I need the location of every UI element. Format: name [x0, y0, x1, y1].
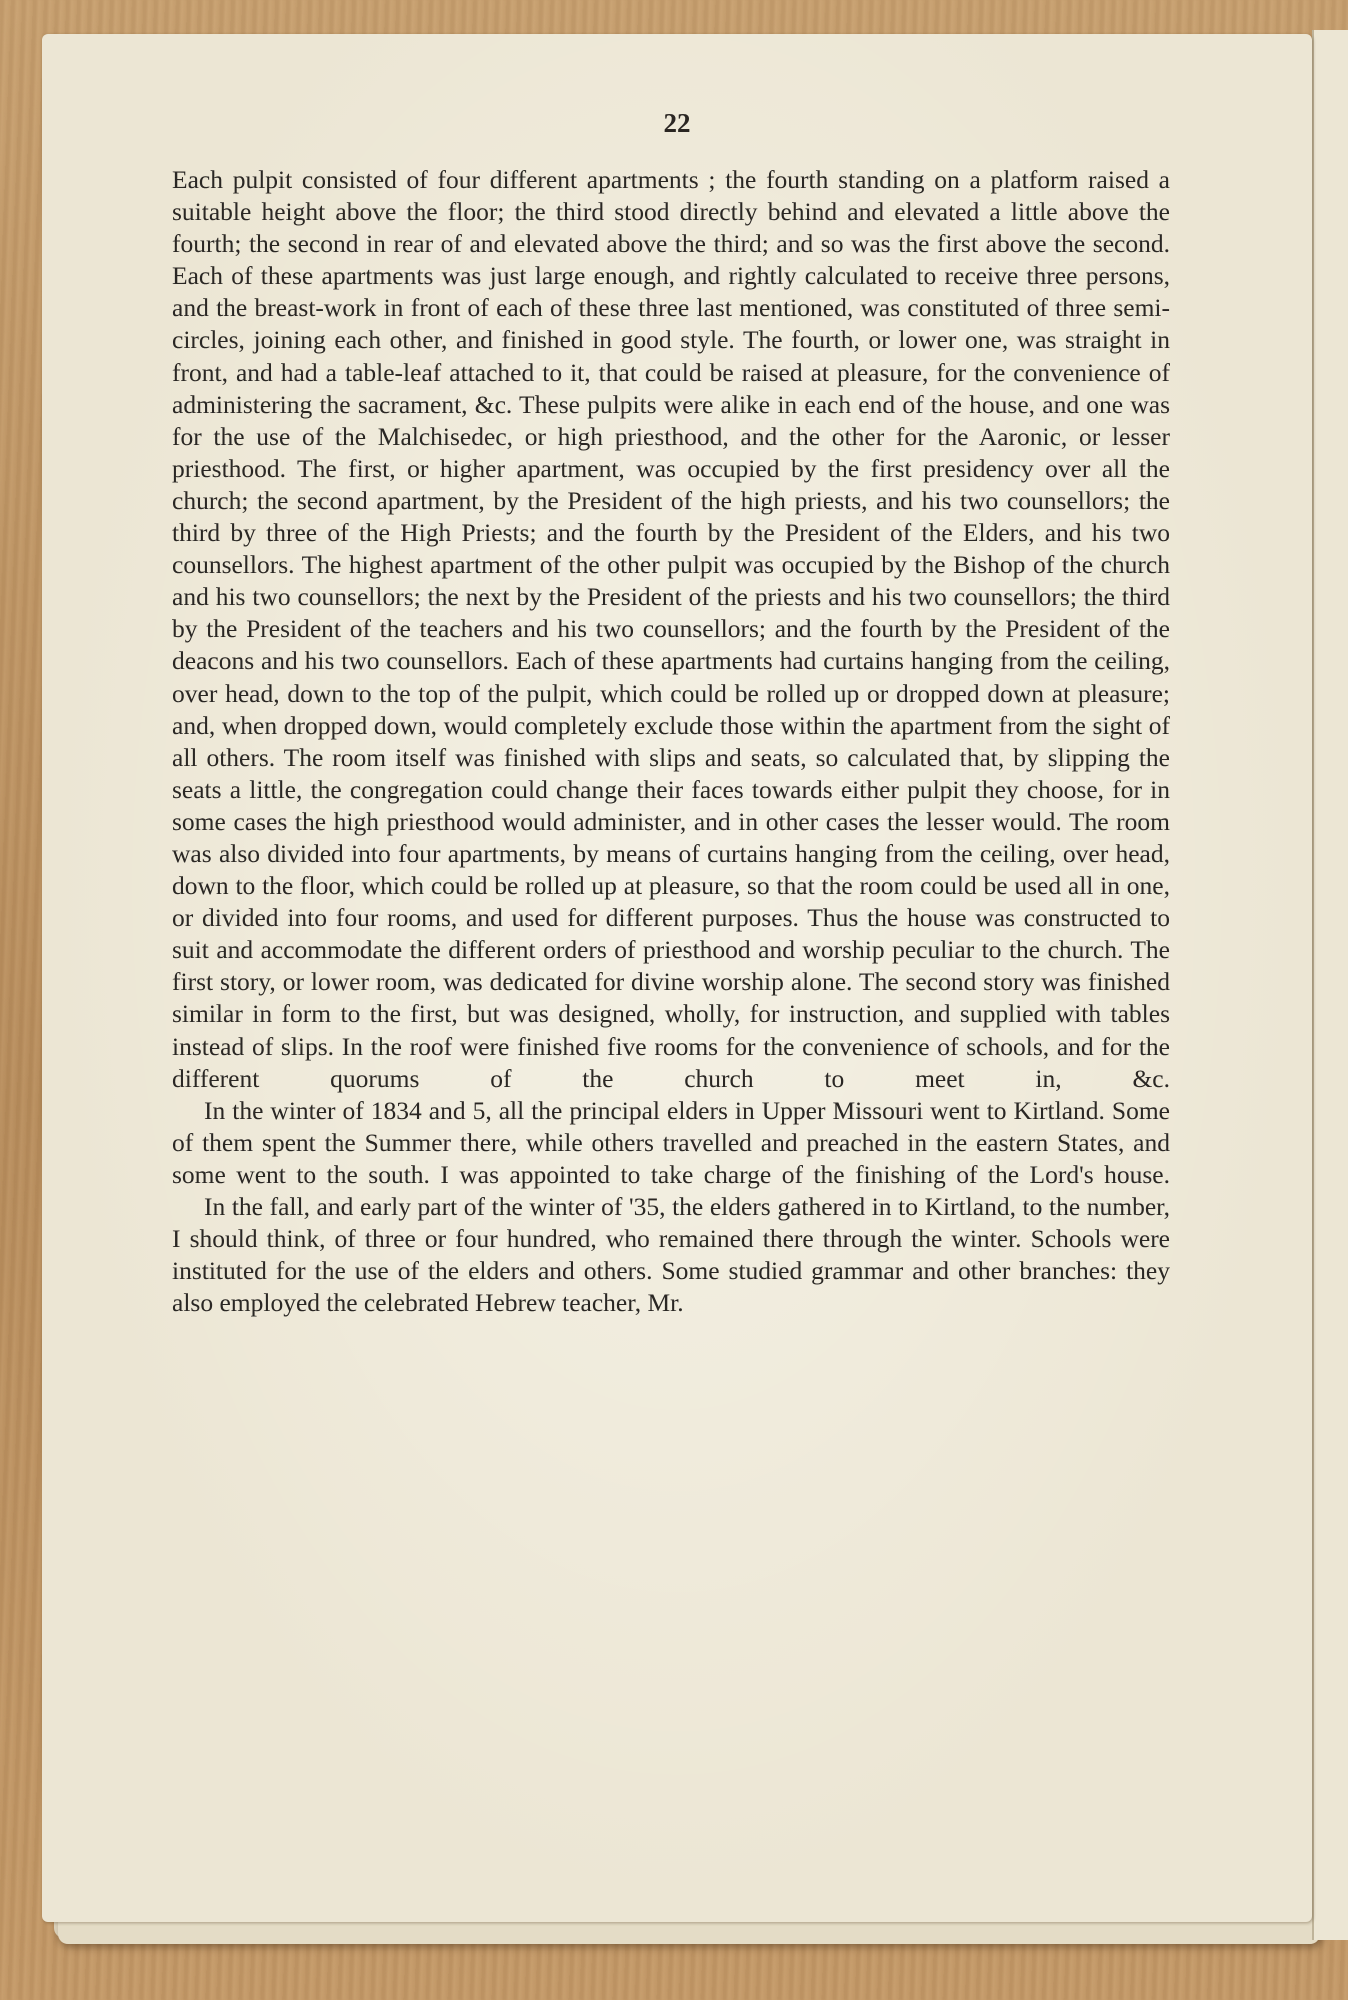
book-page	[42, 34, 1312, 1922]
paragraph-fall-1835: In the fall, and early part of the winter of '35, the elders gathered in to Kirtland, to the number, I should think, of three or four hundred, who remained there through the winter. Schools were instituted for the use of the elders and others. Some studied grammar and other branches: they also employed the celebrated Hebrew teacher, Mr.	[172, 1192, 1170, 1318]
page-number: 22	[663, 108, 691, 138]
paragraph-winter-1834: In the winter of 1834 and 5, all the principal elders in Upper Missouri went to Kirtland. Some of them spent the Summer there, while others travelled and preached in the eastern States, and some went to the south. I was appointed to take charge of the finishing of the Lord's house.	[172, 1095, 1170, 1189]
paragraph-pulpits: Each pulpit consisted of four different apartments ; the fourth standing on a platform raised a suitable height above the floor; the third stood directly behind and elevated a little above the fourth; the second in rear of and elevated above the third; and so was the first above the second. Each of these apartments was just large enough, and rightly calculated to receive three persons, and the breast-work in front of each of these three last mentioned, was constituted of three semi-circles, joining each other, and finished in good style. The fourth, or lower one, was straight in front, and had a table-leaf attached to it, that could be raised at pleasure, for the convenience of administering the sacrament, &c. These pulpits were alike in each end of the house, and one was for the use of the Malchisedec, or high priesthood, and the other for the Aaronic, or lesser priesthood. The first, or higher apartment, was occupied by the first presidency over all the church; the second apartment, by the President of the high priests, and his two counsellors; the third by three of the High Priests; and the fourth by the President of the Elders, and his two counsellors. The highest apartment of the other pulpit was occupied by the Bishop of the church and his two counsellors; the next by the President of the priests and his two counsellors; the third by the President of the teachers and his two counsellors; and the fourth by the President of the deacons and his two counsellors. Each of these apartments had curtains hanging from the ceiling, over head, down to the top of the pulpit, which could be rolled up or dropped down at pleasure; and, when dropped down, would completely exclude those within the apartment from the sight of all others. The room itself was finished with slips and seats, so calculated that, by slipping the seats a little, the congregation could change their faces towards either pulpit they choose, for in some cases the high priesthood would administer, and in other cases the lesser would. The room was also divided into four apartments, by means of curtains hanging from the ceiling, over head, down to the floor, which could be rolled up at pleasure, so that the room could be used all in one, or divided into four rooms, and used for different purposes. Thus the house was constructed to suit and accommodate the different orders of priesthood and worship peculiar to the church. The first story, or lower room, was dedicated for divine worship alone. The second story was finished similar in form to the first, but was designed, wholly, for instruction, and supplied with tables instead of slips. In the roof were finished five rooms for the convenience of schools, and for the different quorums of the church to meet in, &c.	[172, 165, 1170, 1093]
body-text	[172, 164, 1170, 1319]
facing-page-edge	[1312, 30, 1348, 1940]
